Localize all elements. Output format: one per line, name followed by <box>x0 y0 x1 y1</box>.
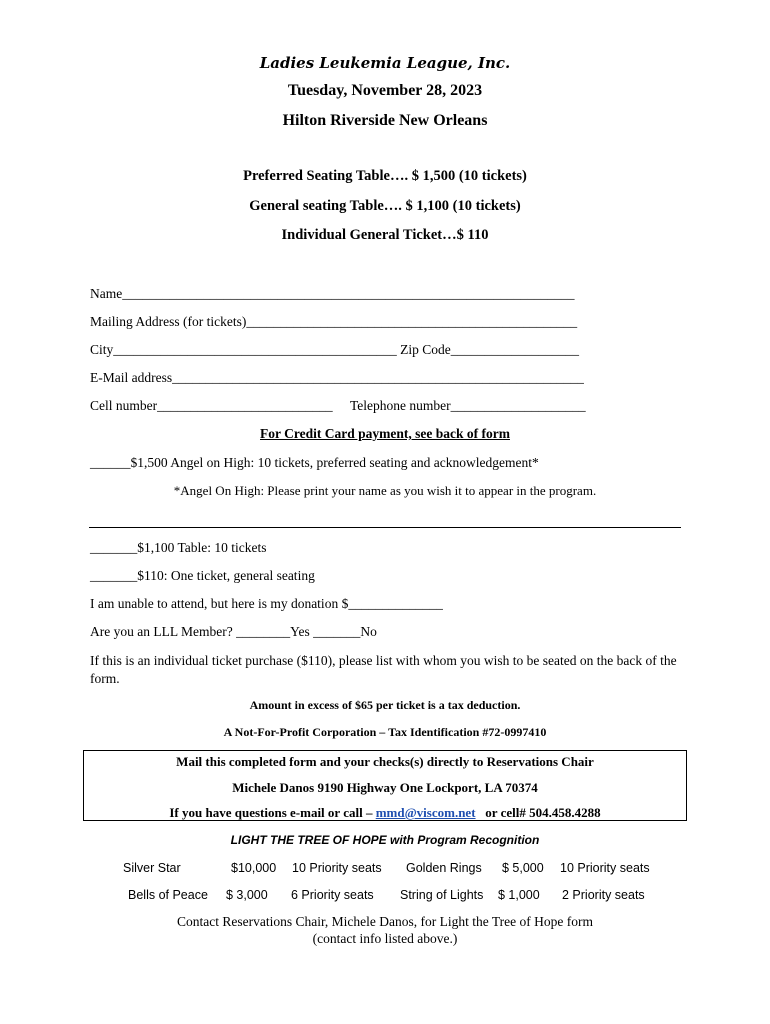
tree-heading: LIGHT THE TREE OF HOPE with Program Recognition <box>230 833 540 847</box>
tree-contact-line-1: Contact Reservations Chair, Michele Danos, for Light the Tree of Hope form <box>177 914 593 929</box>
nonprofit-note: A Not-For-Profit Corporation – Tax Identification #72-0997410 <box>223 725 547 739</box>
mail-instructions-box <box>83 750 687 821</box>
option-table[interactable]: _______$1,100 Table: 10 tickets <box>90 540 267 555</box>
email-field[interactable]: E-Mail address_____________________________________________________________ <box>90 370 584 385</box>
option-angel[interactable]: ______$1,500 Angel on High: 10 tickets, preferred seating and acknowledgement* <box>90 455 539 470</box>
contact-email-link[interactable]: mmd@viscom.net <box>375 805 476 820</box>
angel-note: *Angel On High: Please print your name as you wish it to appear in the program. <box>173 483 597 498</box>
option-one-ticket[interactable]: _______$110: One ticket, general seating <box>90 568 315 583</box>
name-field[interactable]: Name___________________________________________________________________ <box>90 286 575 301</box>
credit-card-note: For Credit Card payment, see back of form <box>260 426 510 441</box>
event-venue: Hilton Riverside New Orleans <box>282 112 488 129</box>
org-title: Ladies Leukemia League, Inc. <box>259 54 511 72</box>
mailing-address-field[interactable]: Mailing Address (for tickets)_________________________________________________ <box>90 314 578 329</box>
tree-item-price: $ 1,000 <box>498 888 540 902</box>
mail-line-1: Mail this completed form and your checks(s) directly to Reservations Chair <box>176 754 594 769</box>
tree-item-seats: 6 Priority seats <box>291 888 374 902</box>
tree-item-seats: 10 Priority seats <box>560 861 650 875</box>
tree-item-name: String of Lights <box>400 888 484 902</box>
tree-item-name: Silver Star <box>123 861 181 875</box>
price-preferred: Preferred Seating Table…. $ 1,500 (10 tickets) <box>243 168 527 184</box>
tree-item-price: $ 5,000 <box>502 861 544 875</box>
tree-item-seats: 10 Priority seats <box>292 861 382 875</box>
tree-item-seats: 2 Priority seats <box>562 888 645 902</box>
event-date: Tuesday, November 28, 2023 <box>287 82 483 99</box>
tree-item-price: $10,000 <box>231 861 277 875</box>
tree-contact-line-2: (contact info listed above.) <box>312 931 458 946</box>
mail-line-3-suffix: or cell# 504.458.4288 <box>485 805 601 820</box>
mail-line-2: Michele Danos 9190 Highway One Lockport, LA 70374 <box>232 780 538 795</box>
tree-item-name: Bells of Peace <box>128 888 208 902</box>
tree-item-name: Golden Rings <box>406 861 482 875</box>
telephone-field[interactable]: Telephone number____________________ <box>350 398 586 413</box>
price-individual: Individual General Ticket…$ 110 <box>281 227 489 243</box>
city-zip-field[interactable]: City__________________________________________ Zip Code___________________ <box>90 342 579 357</box>
tax-deduction-note: Amount in excess of $65 per ticket is a tax deduction. <box>249 698 521 712</box>
member-question[interactable]: Are you an LLL Member? ________Yes _______No <box>90 624 377 639</box>
price-general: General seating Table…. $ 1,100 (10 tickets) <box>249 198 521 214</box>
seating-request-note: If this is an individual ticket purchase ($110), please list with whom you wish to be seated on the back of the form. <box>90 653 677 686</box>
mail-line-3-prefix: If you have questions e-mail or call – <box>169 805 376 820</box>
donation-field[interactable]: I am unable to attend, but here is my donation $______________ <box>90 596 443 611</box>
tree-item-price: $ 3,000 <box>226 888 268 902</box>
cell-number-field[interactable]: Cell number__________________________ <box>90 398 333 413</box>
section-divider <box>89 527 681 528</box>
mail-line-3 <box>84 805 686 821</box>
